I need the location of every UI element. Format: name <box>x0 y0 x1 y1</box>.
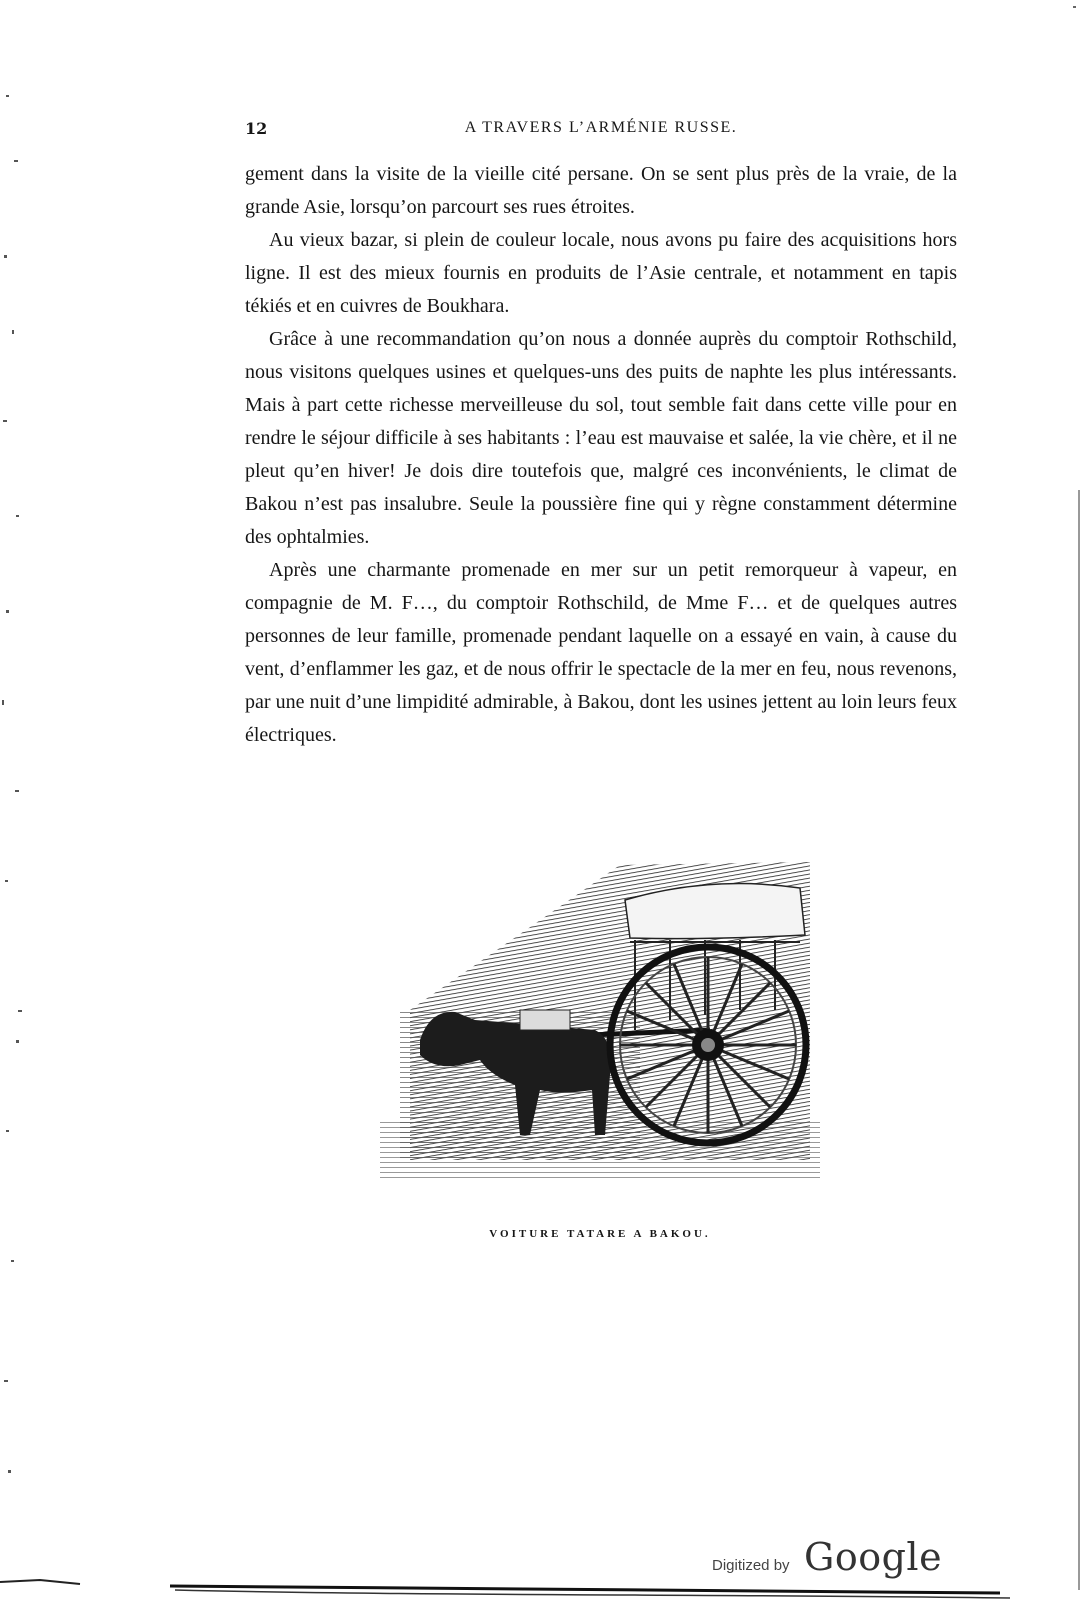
scan-edge-right <box>1070 0 1086 1600</box>
google-logo: Google <box>804 1535 943 1579</box>
running-title: A TRAVERS L’ARMÉNIE RUSSE. <box>464 119 738 136</box>
page-number: 12 <box>245 119 268 138</box>
watermark-prefix: Digitized by <box>712 1557 790 1574</box>
paragraph: Après une charmante promenade en mer sur un petit remorqueur à vapeur, en compagnie de M. F…, du comptoir Rothschild, de Mme F… et de quelques autres personnes de leur famille, promenade pendant laquelle on a essayé en vain, à cause du vent, d’enflammer les gaz, et de nous offrir le spectacle de la mer en feu, nous revenons, par une nuit d’une limpidité admirable, à Bakou, dont les usines jettent au loin leurs feux électriques. <box>245 559 957 746</box>
digitized-watermark <box>712 1535 942 1585</box>
paragraph: Grâce à une recommandation qu’on nous a donnée auprès du comptoir Rothschild, nous visitons quelques usines et quelques-uns des puits de naphte les plus intéressants. Mais à part cette richesse merveilleuse du sol, tout semble fait dans cette ville pour en rendre le séjour difficile à ses habitants : l’eau est mauvaise et salée, la vie chère, et il ne pleut qu’en hiver! Je dois dire toutefois que, malgré ces inconvénients, le climat de Bakou n’est pas insalubre. Seule la poussière fine qui y règne constamment détermine des ophtalmies. <box>245 328 957 548</box>
cart-engraving <box>380 860 825 1195</box>
paragraph: Au vieux bazar, si plein de couleur locale, nous avons pu faire des acquisitions hors ligne. Il est des mieux fournis en produits de l’Asie centrale, et notamment en tapis tékiés et en cuivres de Boukhara. <box>245 229 957 317</box>
scan-edge-left <box>0 0 40 1600</box>
body-text <box>245 158 957 752</box>
paragraph: gement dans la visite de la vieille cité persane. On se sent plus près de la vraie, de la grande Asie, lorsqu’on parcourt ses rues étroites. <box>245 163 957 218</box>
figure-caption: VOITURE TATARE A BAKOU. <box>489 1228 711 1240</box>
running-head <box>245 119 957 143</box>
